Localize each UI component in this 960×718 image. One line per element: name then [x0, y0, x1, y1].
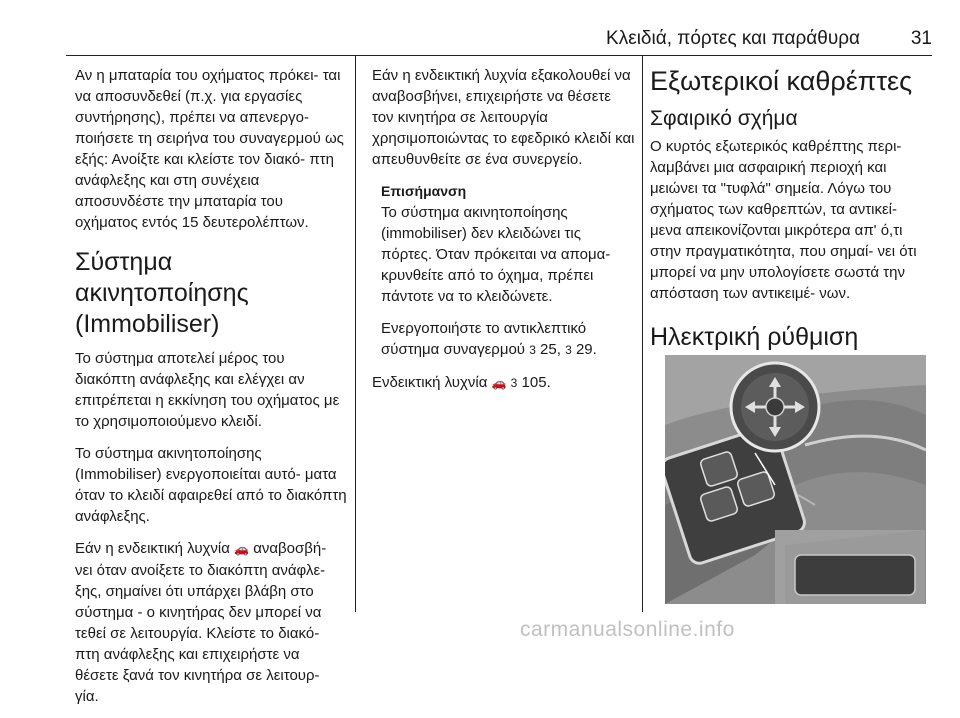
immobiliser-p2: Το σύστημα ακινητοποίησης (Immobiliser) ενεργοποιείται αυτό- ματα όταν το κλειδί αφαιρεθεί από το διακόπτη ανάφλεξης.	[75, 445, 347, 525]
immobiliser-lamp-icon: 🚗	[491, 376, 507, 390]
column-divider-2	[642, 56, 643, 612]
mirrors-heading: Εξωτερικοί καθρέπτες	[650, 66, 913, 96]
ref-end-dot: .	[592, 341, 597, 358]
mirror-control-illustration	[665, 355, 926, 604]
page-ref-link[interactable]: 105	[521, 374, 547, 391]
immobiliser-p3-end: αναβοσβή- νει όταν ανοίξετε το διακόπτη ανάφλε- ξης, σημαίνει ότι υπάρχει βλάβη στο σύστημα - ο κινητήρας δεν μπορεί να τεθεί σε λειτουργία. Κλείστε το διακό- πτη ανάφλεξης και επιχειρήστε να θέσετε ξανά τον κινητήρα σε λειτουρ- γία.	[75, 540, 327, 705]
page-ref-link[interactable]: 29	[575, 341, 593, 358]
ref-arrow-icon: 3	[510, 376, 518, 390]
column-divider-1	[355, 56, 356, 612]
backup-key-paragraph: Εάν η ενδεικτική λυχνία εξακολουθεί να αναβοσβήνει, επιχειρήστε να θέσετε τον κινητήρα σε λειτουργία χρησιμοποιώντας το εφεδρικό κλειδί και απευθυνθείτε σε ένα συνεργείο.	[372, 67, 635, 168]
note-p2	[381, 318, 636, 361]
ref-separator: ,	[556, 341, 561, 358]
page-number: 31	[910, 28, 932, 49]
immobiliser-p3-start: Εάν η ενδεικτική λυχνία	[75, 540, 230, 557]
ref-arrow-icon: 3	[565, 343, 572, 357]
immobiliser-heading: Σύστημα ακινητοποίησης (Immobiliser)	[75, 248, 249, 338]
convex-shape-subheading: Σφαιρικό σχήμα	[650, 107, 798, 130]
door-panel-drawing	[665, 355, 926, 604]
intro-paragraph: Αν η μπαταρία του οχήματος πρόκει- ται να αποσυνδεθεί (π.χ. για εργασίες συντήρησης), πρέπει να απενεργο- ποιήσετε τη σειρήνα του συναγερμού ως εξής: Ανοίξτε και κλείστε τον διακό- πτη ανάφλεξης και στη συνέχεια αποσυνδέστε την μπαταρία του οχήματος εντός 15 δευτερολέπτων.	[75, 67, 344, 231]
warning-lamp-paragraph	[372, 372, 636, 394]
immobiliser-p3	[75, 538, 347, 707]
note-box	[372, 181, 636, 361]
electric-adjustment-heading: Ηλεκτρική ρύθμιση	[650, 323, 859, 351]
convex-shape-paragraph: Ο κυρτός εξωτερικός καθρέπτης περι- λαμβάνει μια ασφαιρική περιοχή και μειώνει τα "τυφλά" σημεία. Λόγω του σχήματος των καθρεπτών, τα αντικεί- μενα απεικονίζονται μικρότερα απ' ό,τι στην πραγματικότητα, που σημαί- νει ότι μπορεί να μην υπολογίσετε σωστά την απόσταση των αντικειμέ- νων.	[650, 138, 917, 302]
header-rule	[66, 55, 932, 56]
note-p2-text: Ενεργοποιήστε το αντικλεπτικό σύστημα συναγερμού	[381, 320, 587, 358]
immobiliser-p1: Το σύστημα αποτελεί μέρος του διακόπτη ανάφλεξης και ελέγχει αν επιτρέπεται η εκκίνηση του οχήματος με το χρησιμοποιούμενο κλειδί.	[75, 350, 340, 430]
note-label: Επισήμανση	[381, 183, 467, 199]
column-3	[650, 65, 932, 361]
column-1	[75, 65, 347, 718]
column-2	[372, 65, 636, 405]
ref-end-dot: .	[546, 374, 551, 391]
immobiliser-lamp-icon: 🚗	[234, 542, 250, 556]
page-header-title: Κλειδιά, πόρτες και παράθυρα	[606, 28, 860, 49]
warning-lamp-text: Ενδεικτική λυχνία	[372, 374, 488, 391]
note-p1: Το σύστημα ακινητοποίησης (immobiliser) δεν κλειδώνει τις πόρτες. Όταν πρόκειται να απομα- κρυνθείτε από το όχημα, πρέπει πάντοτε να το κλειδώνετε.	[381, 204, 611, 305]
page-ref-link[interactable]: 25	[540, 341, 557, 358]
ref-arrow-icon: 3	[529, 343, 536, 357]
watermark: carmanualsonline.info	[520, 618, 735, 641]
